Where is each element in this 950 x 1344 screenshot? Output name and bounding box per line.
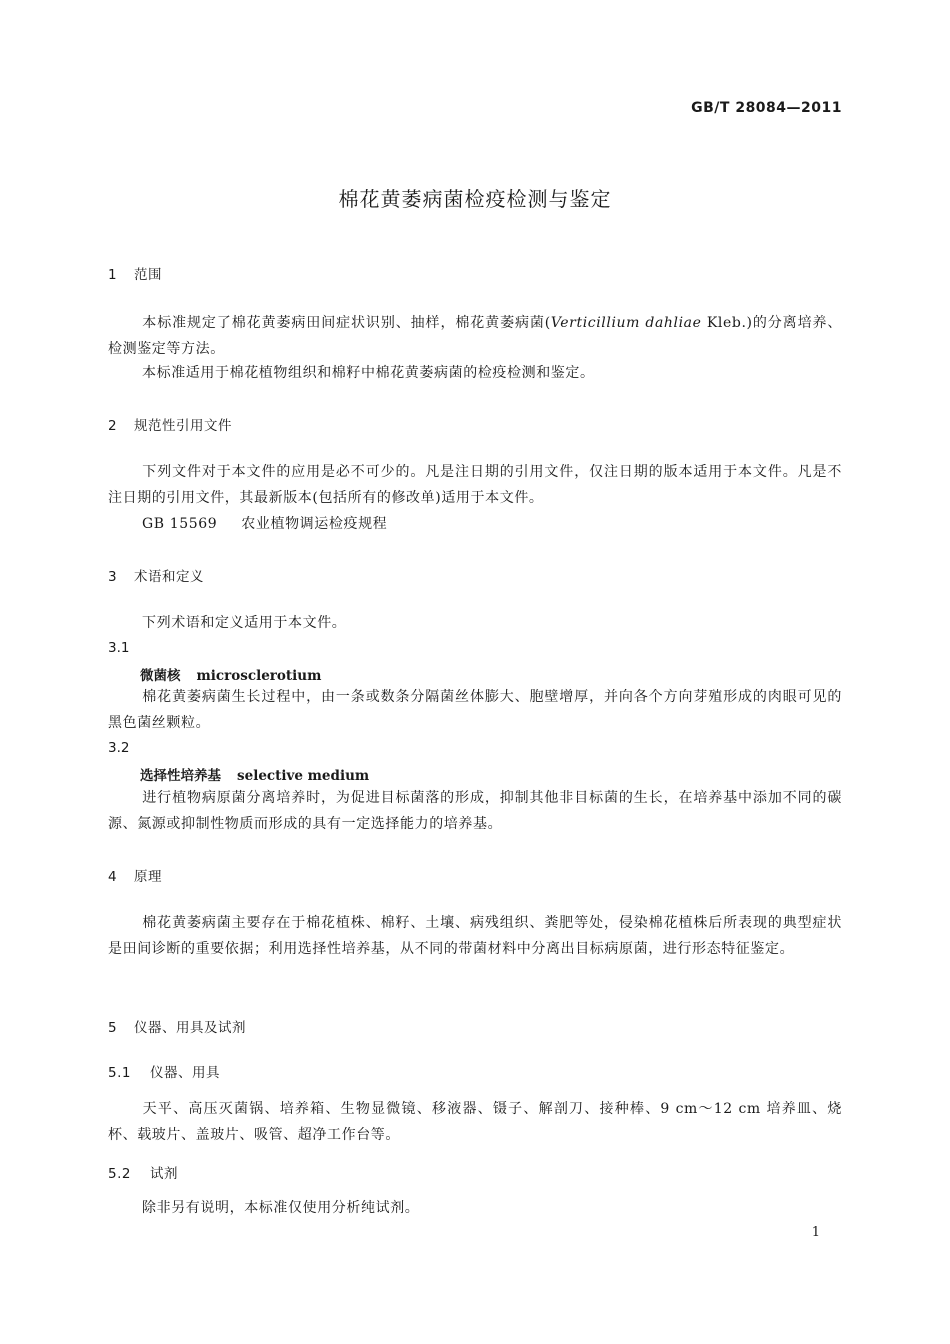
section-title: 原理 [134, 869, 162, 885]
section-number: 3 [108, 569, 118, 585]
term-zh: 微菌核 [140, 668, 181, 684]
term-en: microsclerotium [196, 668, 322, 684]
section-heading-5 [108, 1016, 246, 1036]
text: 下列文件对于本文件的应用是必不可少的。凡是注日期的引用文件，仅注日期的版本适用于本文件。凡是不注日期的引用文件，其最新版本(包括所有的修改单)适用于本文件。 [108, 464, 842, 506]
section-heading-4 [108, 865, 162, 885]
text: 进行植物病原菌分离培养时，为促进目标菌落的形成，抑制其他非目标菌的生长，在培养基中添加不同的碳源、氮源或抑制性物质而形成的具有一定选择能力的培养基。 [108, 790, 842, 832]
subsection-number: 5.1 [108, 1065, 131, 1081]
section-heading-3 [108, 565, 204, 585]
term-en: selective medium [237, 768, 370, 784]
text: 本标准适用于棉花植物组织和棉籽中棉花黄萎病菌的检疫检测和鉴定。 [142, 365, 595, 381]
section-number: 5 [108, 1020, 118, 1036]
term-zh: 选择性培养基 [140, 768, 221, 784]
standard-code: GB/T 28084—2011 [691, 100, 842, 116]
section-title: 范围 [134, 267, 162, 283]
text: 本标准规定了棉花黄萎病田间症状识别、抽样，棉花黄萎病菌( [142, 315, 551, 331]
subsection-number: 5.2 [108, 1166, 131, 1182]
section-number: 4 [108, 869, 118, 885]
clause-number: 3.1 [108, 640, 130, 656]
text: 除非另有说明，本标准仅使用分析纯试剂。 [142, 1200, 420, 1216]
term-entry [140, 664, 321, 684]
subsection-title: 仪器、用具 [150, 1065, 220, 1081]
page-number: 1 [811, 1225, 820, 1240]
paragraph-principle [108, 910, 842, 962]
paragraph-reagents [108, 1195, 842, 1221]
section-title: 术语和定义 [134, 569, 204, 585]
text: Kleb.)的分离培养、检测鉴定等方法。 [108, 315, 842, 357]
section-title: 规范性引用文件 [134, 418, 232, 434]
section-heading-1 [108, 263, 162, 283]
paragraph-scope-2 [108, 360, 842, 386]
paragraph-references [108, 459, 842, 511]
term-entry [140, 764, 369, 784]
subsection-heading-5-1 [108, 1061, 220, 1081]
subsection-title: 试剂 [150, 1166, 178, 1182]
reference-title: 农业植物调运检疫规程 [241, 516, 388, 532]
text: 天平、高压灭菌锅、培养箱、生物显微镜、移液器、镊子、解剖刀、接种棒、9 cm～12 cm 培养皿、烧杯、载玻片、盖玻片、吸管、超净工作台等。 [108, 1101, 842, 1143]
term-definition [108, 785, 842, 837]
document-title: 棉花黄萎病菌检疫检测与鉴定 [338, 187, 612, 211]
section-number: 2 [108, 418, 118, 434]
term-definition [108, 684, 842, 736]
latin-name: Verticillium dahliae [550, 315, 702, 331]
clause-number: 3.2 [108, 740, 130, 756]
text: 棉花黄萎病菌生长过程中，由一条或数条分隔菌丝体膨大、胞壁增厚，并向各个方向芽殖形成的肉眼可见的黑色菌丝颗粒。 [108, 689, 842, 731]
reference-entry [142, 513, 387, 533]
terms-intro: 下列术语和定义适用于本文件。 [142, 615, 347, 631]
paragraph-scope-1 [108, 310, 842, 362]
paragraph-instruments [108, 1096, 842, 1148]
subsection-heading-5-2 [108, 1162, 178, 1182]
section-heading-2 [108, 414, 232, 434]
section-title: 仪器、用具及试剂 [134, 1020, 246, 1036]
text: 棉花黄萎病菌主要存在于棉花植株、棉籽、土壤、病残组织、粪肥等处，侵染棉花植株后所表现的典型症状是田间诊断的重要依据；利用选择性培养基，从不同的带菌材料中分离出目标病原菌，进行形态特征鉴定。 [108, 915, 842, 957]
section-number: 1 [108, 267, 118, 283]
reference-code: GB 15569 [142, 516, 218, 532]
